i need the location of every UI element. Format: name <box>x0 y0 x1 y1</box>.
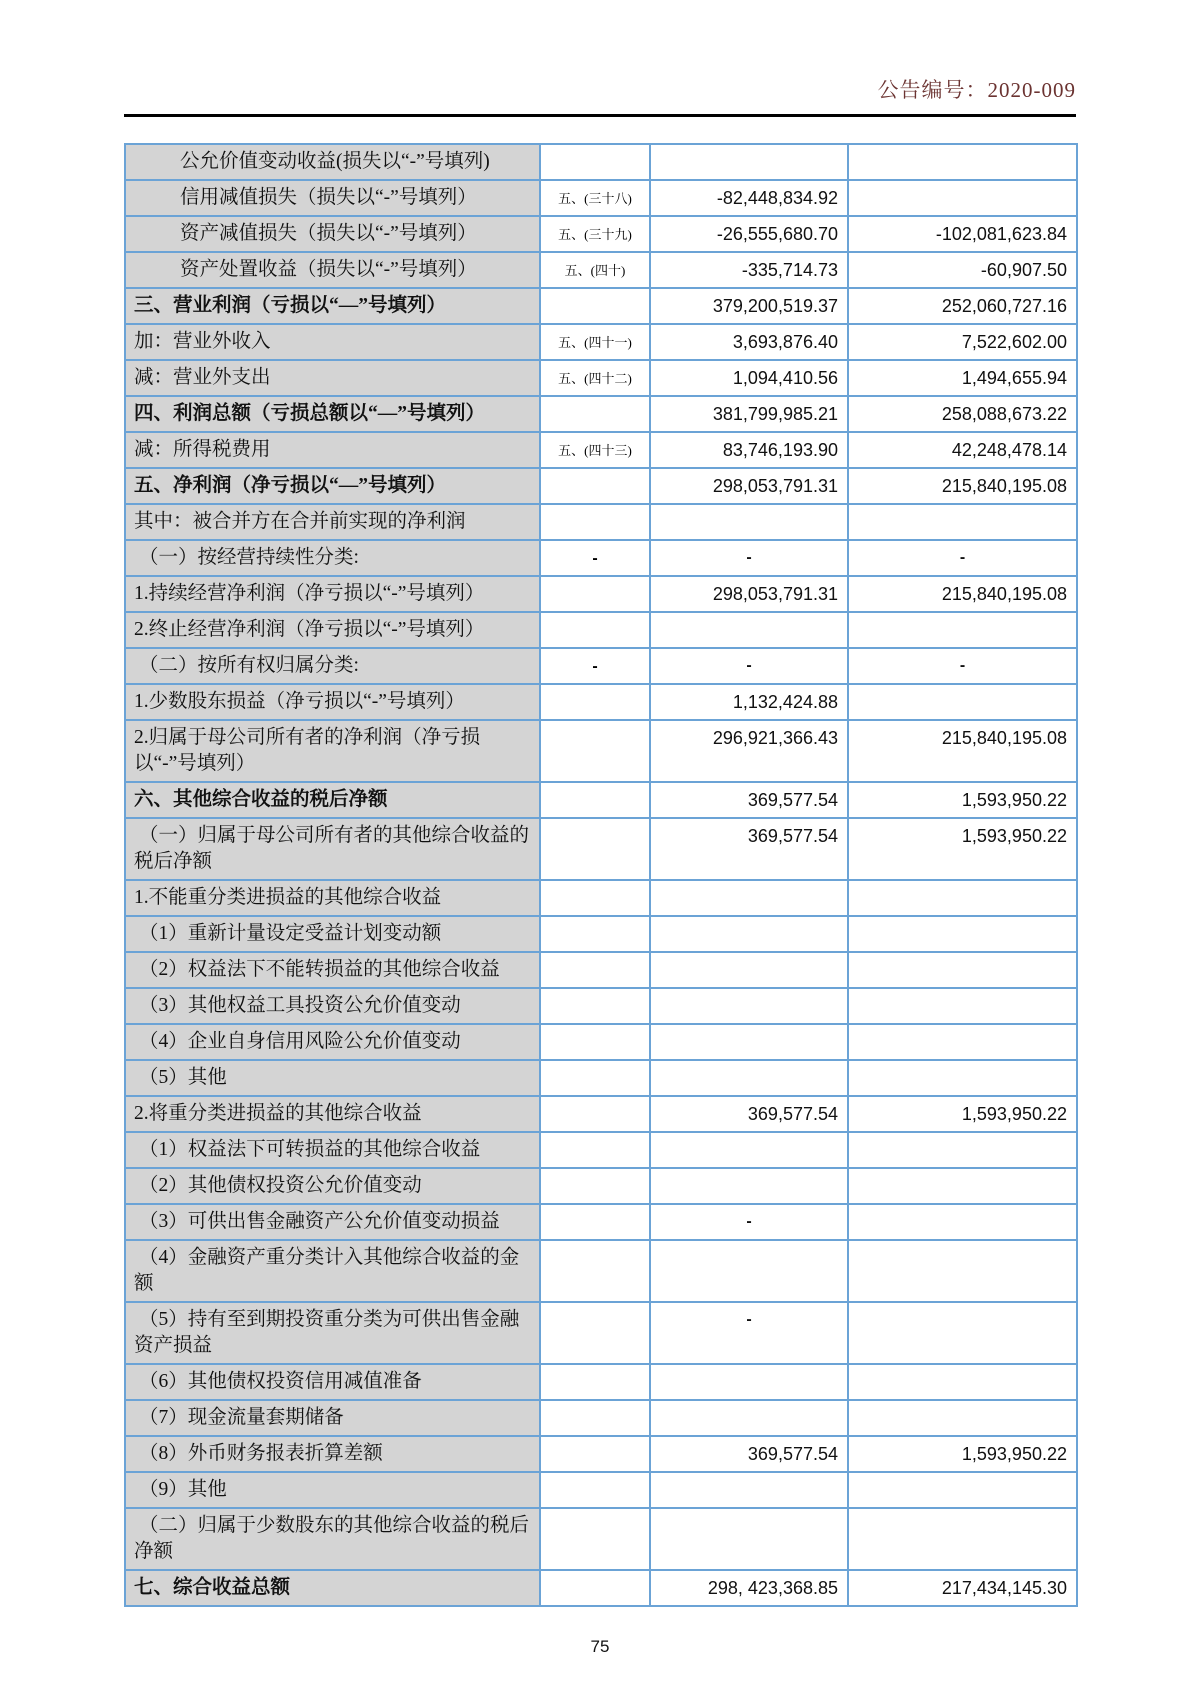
amount-current-cell <box>650 916 848 952</box>
item-label-cell: （9）其他 <box>125 1472 540 1508</box>
amount-prior-cell: 42,248,478.14 <box>848 432 1077 468</box>
amount-current-cell: -26,555,680.70 <box>650 216 848 252</box>
amount-prior-cell <box>848 1168 1077 1204</box>
note-ref-cell <box>540 1060 650 1096</box>
amount-prior-cell: -60,907.50 <box>848 252 1077 288</box>
amount-current-cell: - <box>650 540 848 576</box>
item-label-cell: （一）按经营持续性分类: <box>125 540 540 576</box>
table-row <box>125 1302 1077 1364</box>
note-ref-cell <box>540 504 650 540</box>
table-row <box>125 1132 1077 1168</box>
amount-prior-cell <box>848 684 1077 720</box>
item-label-cell: 减：所得税费用 <box>125 432 540 468</box>
note-ref-cell <box>540 1508 650 1570</box>
amount-current-cell <box>650 1024 848 1060</box>
table-row <box>125 360 1077 396</box>
note-ref-cell <box>540 1302 650 1364</box>
amount-current-cell <box>650 1364 848 1400</box>
note-ref-cell <box>540 144 650 180</box>
item-label-cell: 资产减值损失（损失以“-”号填列） <box>125 216 540 252</box>
item-label-cell: （3）可供出售金融资产公允价值变动损益 <box>125 1204 540 1240</box>
amount-current-cell: 3,693,876.40 <box>650 324 848 360</box>
amount-prior-cell: 215,840,195.08 <box>848 468 1077 504</box>
amount-current-cell <box>650 504 848 540</box>
note-ref-cell: 五、(四十) <box>540 252 650 288</box>
amount-prior-cell <box>848 952 1077 988</box>
amount-prior-cell <box>848 988 1077 1024</box>
note-ref-cell <box>540 1570 650 1606</box>
table-row <box>125 1240 1077 1302</box>
amount-prior-cell: 1,593,950.22 <box>848 782 1077 818</box>
amount-current-cell: 296,921,366.43 <box>650 720 848 782</box>
amount-current-cell <box>650 880 848 916</box>
amount-current-cell <box>650 952 848 988</box>
note-ref-cell <box>540 1240 650 1302</box>
item-label-cell: （4）金融资产重分类计入其他综合收益的金额 <box>125 1240 540 1302</box>
amount-current-cell: - <box>650 1204 848 1240</box>
amount-prior-cell <box>848 1508 1077 1570</box>
note-ref-cell <box>540 396 650 432</box>
note-ref-cell <box>540 468 650 504</box>
note-ref-cell: 五、(四十一) <box>540 324 650 360</box>
table-row <box>125 576 1077 612</box>
income-statement-body <box>125 144 1077 1606</box>
amount-current-cell: 298,053,791.31 <box>650 576 848 612</box>
amount-current-cell <box>650 1240 848 1302</box>
note-ref-cell <box>540 576 650 612</box>
note-ref-cell <box>540 818 650 880</box>
amount-current-cell <box>650 1132 848 1168</box>
table-row <box>125 648 1077 684</box>
table-row <box>125 324 1077 360</box>
amount-current-cell: 1,094,410.56 <box>650 360 848 396</box>
note-ref-cell <box>540 916 650 952</box>
item-label-cell: （1）重新计量设定受益计划变动额 <box>125 916 540 952</box>
amount-current-cell: - <box>650 1302 848 1364</box>
amount-prior-cell <box>848 144 1077 180</box>
amount-prior-cell: -102,081,623.84 <box>848 216 1077 252</box>
table-row <box>125 216 1077 252</box>
amount-current-cell <box>650 1060 848 1096</box>
note-ref-cell: 五、(三十九) <box>540 216 650 252</box>
item-label-cell: （3）其他权益工具投资公允价值变动 <box>125 988 540 1024</box>
amount-current-cell <box>650 1472 848 1508</box>
note-ref-cell <box>540 1132 650 1168</box>
note-ref-cell <box>540 684 650 720</box>
amount-prior-cell <box>848 612 1077 648</box>
amount-prior-cell: 1,593,950.22 <box>848 818 1077 880</box>
amount-prior-cell: - <box>848 540 1077 576</box>
amount-prior-cell <box>848 1024 1077 1060</box>
table-row <box>125 720 1077 782</box>
amount-prior-cell <box>848 1132 1077 1168</box>
table-row <box>125 432 1077 468</box>
amount-prior-cell <box>848 1364 1077 1400</box>
note-ref-cell: 五、(四十二) <box>540 360 650 396</box>
note-ref-cell <box>540 1096 650 1132</box>
note-ref-cell <box>540 782 650 818</box>
item-label-cell: 七、综合收益总额 <box>125 1570 540 1606</box>
note-ref-cell <box>540 1168 650 1204</box>
item-label-cell: 2.将重分类进损益的其他综合收益 <box>125 1096 540 1132</box>
table-row <box>125 468 1077 504</box>
amount-prior-cell <box>848 880 1077 916</box>
item-label-cell: （5）其他 <box>125 1060 540 1096</box>
announcement-number: 公告编号：2020-009 <box>877 78 1076 102</box>
table-row <box>125 1508 1077 1570</box>
table-row <box>125 1364 1077 1400</box>
item-label-cell: （二）按所有权归属分类: <box>125 648 540 684</box>
amount-prior-cell: 252,060,727.16 <box>848 288 1077 324</box>
item-label-cell: 1.不能重分类进损益的其他综合收益 <box>125 880 540 916</box>
amount-current-cell: 298, 423,368.85 <box>650 1570 848 1606</box>
note-ref-cell <box>540 880 650 916</box>
table-row <box>125 1024 1077 1060</box>
item-label-cell: （1）权益法下可转损益的其他综合收益 <box>125 1132 540 1168</box>
item-label-cell: 四、利润总额（亏损总额以“—”号填列） <box>125 396 540 432</box>
amount-prior-cell <box>848 1302 1077 1364</box>
item-label-cell: （5）持有至到期投资重分类为可供出售金融资产损益 <box>125 1302 540 1364</box>
amount-current-cell: 369,577.54 <box>650 818 848 880</box>
amount-current-cell: -335,714.73 <box>650 252 848 288</box>
amount-current-cell <box>650 144 848 180</box>
amount-current-cell <box>650 1508 848 1570</box>
table-row <box>125 1570 1077 1606</box>
item-label-cell: 其中：被合并方在合并前实现的净利润 <box>125 504 540 540</box>
amount-current-cell <box>650 988 848 1024</box>
note-ref-cell: 五、(三十八) <box>540 180 650 216</box>
item-label-cell: 资产处置收益（损失以“-”号填列） <box>125 252 540 288</box>
item-label-cell: （2）权益法下不能转损益的其他综合收益 <box>125 952 540 988</box>
amount-prior-cell <box>848 1240 1077 1302</box>
table-row <box>125 916 1077 952</box>
amount-prior-cell: 1,593,950.22 <box>848 1436 1077 1472</box>
table-row <box>125 144 1077 180</box>
item-label-cell: 信用减值损失（损失以“-”号填列） <box>125 180 540 216</box>
table-row <box>125 1204 1077 1240</box>
table-row <box>125 252 1077 288</box>
amount-prior-cell <box>848 1204 1077 1240</box>
item-label-cell: （8）外币财务报表折算差额 <box>125 1436 540 1472</box>
item-label-cell: 公允价值变动收益(损失以“-”号填列) <box>125 144 540 180</box>
table-row <box>125 684 1077 720</box>
table-row <box>125 952 1077 988</box>
note-ref-cell <box>540 952 650 988</box>
amount-current-cell: - <box>650 648 848 684</box>
table-row <box>125 1096 1077 1132</box>
amount-prior-cell: 215,840,195.08 <box>848 720 1077 782</box>
note-ref-cell <box>540 988 650 1024</box>
income-statement-table <box>124 143 1078 1607</box>
note-ref-cell <box>540 612 650 648</box>
amount-prior-cell: 1,494,655.94 <box>848 360 1077 396</box>
page-number: 75 <box>590 1637 610 1656</box>
amount-prior-cell <box>848 180 1077 216</box>
amount-prior-cell: - <box>848 648 1077 684</box>
amount-current-cell: 1,132,424.88 <box>650 684 848 720</box>
amount-prior-cell: 1,593,950.22 <box>848 1096 1077 1132</box>
amount-prior-cell <box>848 1060 1077 1096</box>
amount-current-cell: 83,746,193.90 <box>650 432 848 468</box>
note-ref-cell <box>540 1204 650 1240</box>
note-ref-cell <box>540 1400 650 1436</box>
note-ref-cell <box>540 1364 650 1400</box>
doc-header <box>124 76 1076 105</box>
table-row <box>125 818 1077 880</box>
table-row <box>125 988 1077 1024</box>
item-label-cell: 1.少数股东损益（净亏损以“-”号填列） <box>125 684 540 720</box>
amount-current-cell <box>650 612 848 648</box>
note-ref-cell: 五、(四十三) <box>540 432 650 468</box>
amount-prior-cell <box>848 916 1077 952</box>
amount-prior-cell: 215,840,195.08 <box>848 576 1077 612</box>
table-row <box>125 782 1077 818</box>
item-label-cell: （二）归属于少数股东的其他综合收益的税后净额 <box>125 1508 540 1570</box>
table-row <box>125 180 1077 216</box>
item-label-cell: （6）其他债权投资信用减值准备 <box>125 1364 540 1400</box>
item-label-cell: 2.归属于母公司所有者的净利润（净亏损以“-”号填列） <box>125 720 540 782</box>
table-row <box>125 1168 1077 1204</box>
item-label-cell: 2.终止经营净利润（净亏损以“-”号填列） <box>125 612 540 648</box>
amount-current-cell <box>650 1400 848 1436</box>
item-label-cell: （2）其他债权投资公允价值变动 <box>125 1168 540 1204</box>
amount-prior-cell <box>848 504 1077 540</box>
table-row <box>125 396 1077 432</box>
table-row <box>125 612 1077 648</box>
item-label-cell: （7）现金流量套期储备 <box>125 1400 540 1436</box>
amount-prior-cell: 217,434,145.30 <box>848 1570 1077 1606</box>
note-ref-cell <box>540 720 650 782</box>
amount-prior-cell <box>848 1400 1077 1436</box>
item-label-cell: （一）归属于母公司所有者的其他综合收益的税后净额 <box>125 818 540 880</box>
table-row <box>125 504 1077 540</box>
note-ref-cell: - <box>540 540 650 576</box>
amount-prior-cell <box>848 1472 1077 1508</box>
note-ref-cell <box>540 1024 650 1060</box>
table-row <box>125 288 1077 324</box>
table-row <box>125 1436 1077 1472</box>
item-label-cell: 减：营业外支出 <box>125 360 540 396</box>
note-ref-cell <box>540 288 650 324</box>
item-label-cell: 1.持续经营净利润（净亏损以“-”号填列） <box>125 576 540 612</box>
note-ref-cell: - <box>540 648 650 684</box>
amount-current-cell: -82,448,834.92 <box>650 180 848 216</box>
item-label-cell: 六、其他综合收益的税后净额 <box>125 782 540 818</box>
table-row <box>125 540 1077 576</box>
amount-current-cell: 298,053,791.31 <box>650 468 848 504</box>
note-ref-cell <box>540 1436 650 1472</box>
item-label-cell: （4）企业自身信用风险公允价值变动 <box>125 1024 540 1060</box>
amount-prior-cell: 7,522,602.00 <box>848 324 1077 360</box>
table-row <box>125 880 1077 916</box>
amount-current-cell: 369,577.54 <box>650 1436 848 1472</box>
table-row <box>125 1472 1077 1508</box>
header-rule <box>124 114 1076 117</box>
table-row <box>125 1060 1077 1096</box>
amount-current-cell <box>650 1168 848 1204</box>
amount-current-cell: 369,577.54 <box>650 782 848 818</box>
table-row <box>125 1400 1077 1436</box>
item-label-cell: 五、净利润（净亏损以“—”号填列） <box>125 468 540 504</box>
item-label-cell: 三、营业利润（亏损以“—”号填列） <box>125 288 540 324</box>
item-label-cell: 加：营业外收入 <box>125 324 540 360</box>
note-ref-cell <box>540 1472 650 1508</box>
amount-current-cell: 369,577.54 <box>650 1096 848 1132</box>
amount-prior-cell: 258,088,673.22 <box>848 396 1077 432</box>
amount-current-cell: 381,799,985.21 <box>650 396 848 432</box>
amount-current-cell: 379,200,519.37 <box>650 288 848 324</box>
